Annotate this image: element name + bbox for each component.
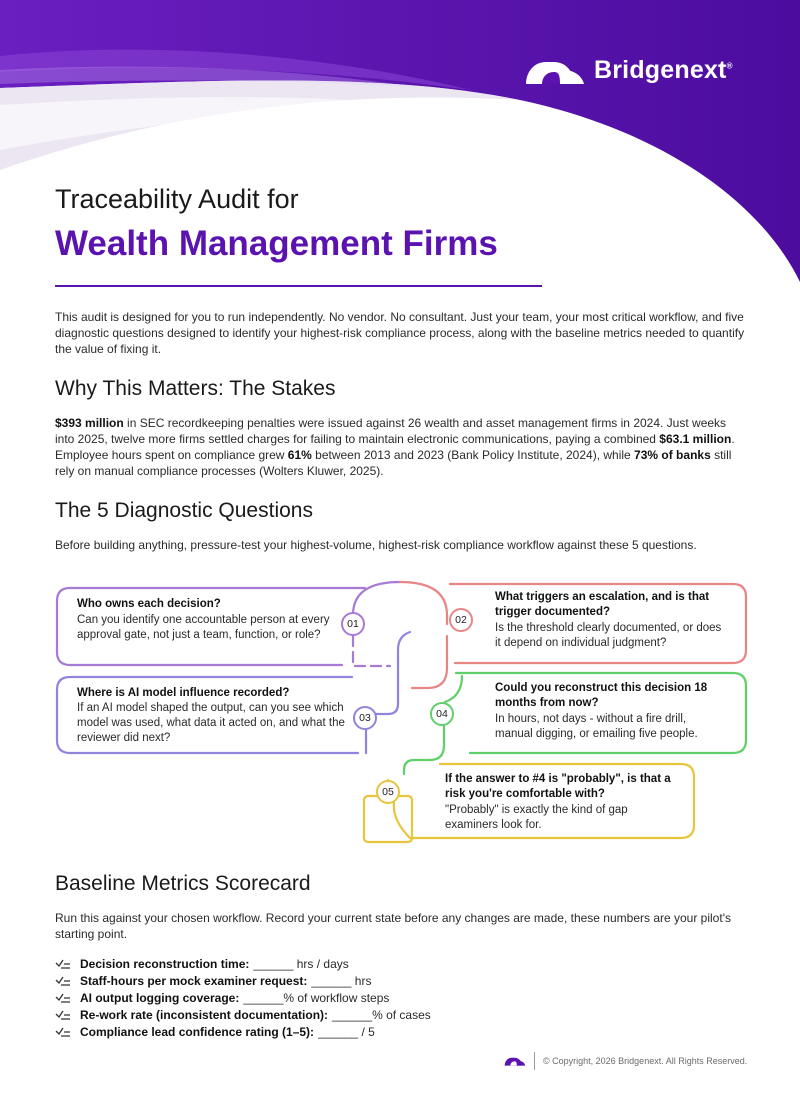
footer-logo-mark-icon [504, 1056, 526, 1066]
scorecard-intro: Run this against your chosen workflow. Record your current state before any changes are made, these numbers are your pilot's starting point. [55, 911, 731, 941]
q1-title: Who owns each decision? [77, 598, 221, 610]
checklist-icon [55, 1026, 73, 1038]
metric-item [55, 989, 431, 1006]
why-text-4: still rely on manual compliance processes (Wolters Kluwer, 2025). [55, 448, 732, 478]
q1-body: Can you identify one accountable person at every approval gate, not just a team, function, or role? [77, 614, 330, 641]
q2-body: Is the threshold clearly documented, or does it depend on individual judgment? [495, 622, 722, 649]
metric-value: ______ / 5 [318, 1024, 375, 1039]
metric-label: Re-work rate (inconsistent documentation): [80, 1007, 329, 1022]
metric-label: Compliance lead confidence rating (1–5): [80, 1024, 315, 1039]
stat-hours-growth: 61% [287, 448, 312, 462]
metric-item [55, 1006, 431, 1023]
q3-body: If an AI model shaped the output, can you see which model was used, what data it acted on, and what the reviewer did next? [77, 702, 345, 744]
q4-title: Could you reconstruct this decision 18 months from now? [495, 682, 708, 709]
metric-label: Decision reconstruction time: [80, 956, 250, 971]
footer-divider [534, 1052, 535, 1070]
qmark-green-down [404, 726, 444, 774]
intro-paragraph: This audit is designed for you to run independently. No vendor. No consultant. Just your team, your most critical workflow, and five diagnostic questions designed to identify your highest-risk compliance process, along with the baseline metrics needed to quantify the value of fixing it. [55, 310, 745, 356]
checklist-icon [55, 1009, 73, 1021]
checklist-icon [55, 975, 73, 987]
diagnostic-heading: The 5 Diagnostic Questions [55, 499, 313, 522]
qmark-inner-left [353, 636, 390, 666]
q2-title: What triggers an escalation, and is that trigger documented? [495, 591, 710, 618]
metric-item [55, 972, 431, 989]
q4-number-badge: 04 [430, 702, 454, 726]
why-text-2: . Employee hours spent on compliance grew [55, 432, 735, 462]
q4-body: In hours, not days - without a fire drill, manual digging, or emailing five people. [495, 713, 698, 740]
metric-value: ______% of workflow steps [243, 990, 390, 1005]
checklist-icon [55, 958, 73, 970]
logo-mark-icon [524, 58, 586, 84]
copyright-text: © Copyright, 2026 Bridgenext. All Rights Reserved. [543, 1056, 748, 1066]
metrics-list [55, 955, 431, 1040]
scorecard-heading: Baseline Metrics Scorecard [55, 872, 311, 895]
q3-title: Where is AI model influence recorded? [77, 687, 290, 699]
brand-logo [524, 56, 733, 85]
qmark-inner-right [412, 636, 447, 688]
metric-label: Staff-hours per mock examiner request: [80, 973, 308, 988]
why-paragraph [55, 415, 745, 479]
title-line-2: Wealth Management Firms [55, 224, 498, 263]
checklist-icon [55, 992, 73, 1004]
diagnostic-diagram [0, 570, 800, 850]
q5-body: "Probably" is exactly the kind of gap examiners look for. [445, 804, 628, 831]
stat-penalties: $393 million [55, 416, 124, 430]
stat-settlement: $63.1 million [659, 432, 732, 446]
brand-name-text: Bridgenext [594, 56, 727, 84]
q1-number-badge: 01 [341, 612, 365, 636]
metric-item [55, 1023, 431, 1040]
q2-number-badge: 02 [449, 608, 473, 632]
q5-number-badge: 05 [376, 780, 400, 804]
metric-item [55, 955, 431, 972]
why-heading: Why This Matters: The Stakes [55, 377, 336, 400]
q3-number-badge: 03 [353, 706, 377, 730]
diagnostic-intro: Before building anything, pressure-test your highest-volume, highest-risk compliance workflow against these 5 questions. [55, 538, 697, 552]
qmark-arc-right [400, 582, 447, 624]
title-divider [55, 285, 542, 287]
brand-registered-mark: ® [726, 61, 733, 71]
stat-banks: 73% of banks [634, 448, 711, 462]
qmark-green-up [445, 676, 462, 702]
q5-title: If the answer to #4 is "probably", is that a risk you're comfortable with? [445, 773, 671, 800]
brand-name [594, 56, 733, 85]
metric-value: ______ hrs [311, 973, 372, 988]
metric-value: ______% of cases [332, 1007, 431, 1022]
title-line-1: Traceability Audit for [55, 184, 299, 214]
metric-label: AI output logging coverage: [80, 990, 240, 1005]
qmark-stem-left [372, 632, 410, 714]
footer [504, 1052, 747, 1070]
metric-value: ______ hrs / days [253, 956, 349, 971]
why-text-1: in SEC recordkeeping penalties were issued against 26 wealth and asset management firms in 2024. Just weeks into 2025, twelve more firms settled charges for failing to maintain electronic communications, paying a combined [55, 416, 727, 446]
why-text-3: between 2013 and 2023 (Bank Policy Institute, 2024), while [311, 448, 635, 462]
